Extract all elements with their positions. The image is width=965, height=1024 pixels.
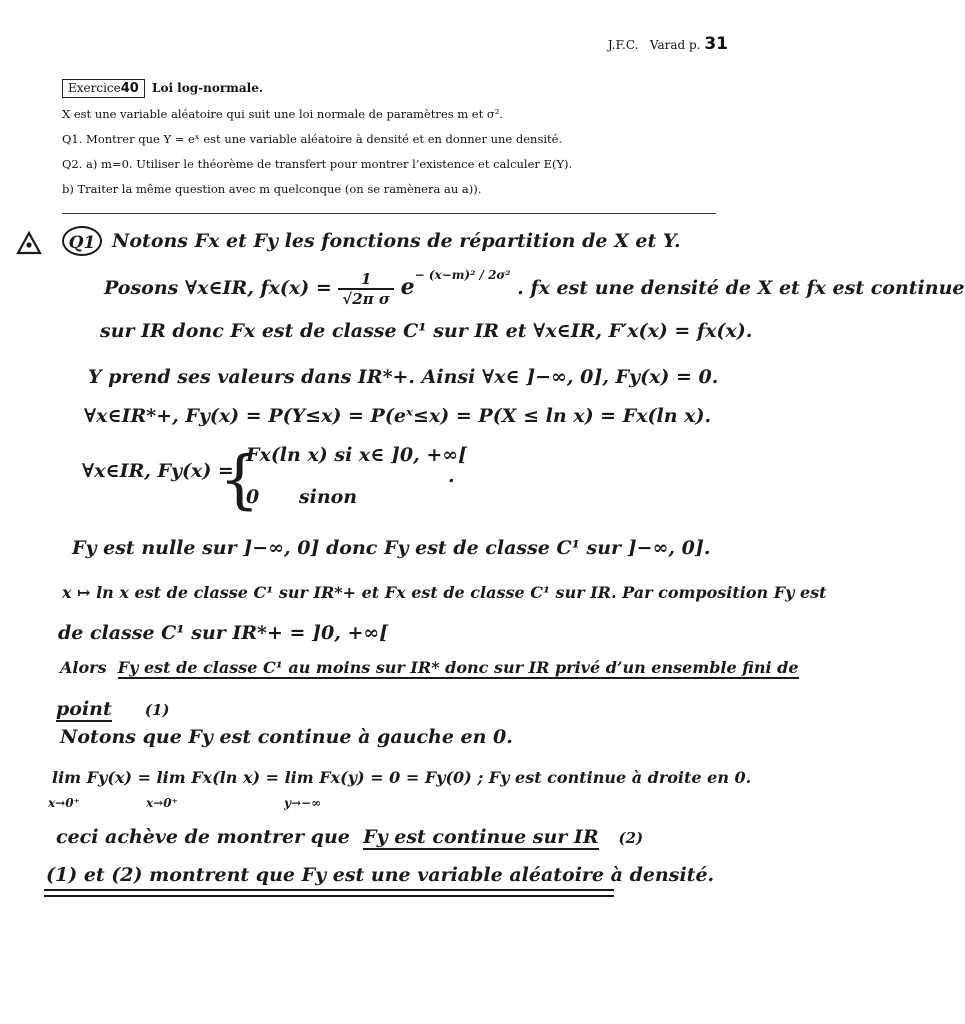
- solution-line-10: [60, 658, 799, 677]
- fraction-denominator: √2π σ: [342, 290, 390, 308]
- fraction-numerator: 1: [338, 270, 394, 290]
- solution-line-14: [56, 826, 643, 848]
- point-word: point: [56, 698, 112, 720]
- solution-line-13: lim Fy(x) = lim Fx(ln x) = lim Fx(y) = 0 = Fy(0) ; Fy est continue à droite en 0.: [52, 768, 752, 787]
- question-1: Q1. Montrer que Y = eˣ est une variable aléatoire à densité et en donner une densité.: [62, 132, 563, 146]
- tag-1: (1): [144, 701, 170, 719]
- exercise-statement: X est une variable aléatoire qui suit une loi normale de paramètres m et σ².: [62, 107, 504, 121]
- conclusion-alors: Alors: [60, 658, 107, 677]
- limit-subscript-1: x→0⁺: [48, 796, 80, 810]
- page-header: [608, 34, 728, 54]
- conclusion-lead: ceci achève de montrer que: [56, 826, 350, 848]
- limit-subscript-2: x→0⁺: [146, 796, 178, 810]
- piecewise-case-2: 0 sinon: [246, 486, 358, 508]
- piecewise-end-dot: .: [448, 465, 455, 487]
- solution-line-7: Fy est nulle sur ]−∞, 0] donc Fy est de classe C¹ sur ]−∞, 0].: [72, 537, 711, 559]
- q1-circled-tag: Q1: [62, 226, 102, 256]
- density-definition-start: Posons ∀x∈IR, fx(x) =: [104, 277, 332, 299]
- exercise-title: Loi log-normale.: [152, 81, 264, 95]
- warning-triangle-icon: [16, 231, 42, 255]
- density-definition-end: . fx est une densité de X et fx est continue: [517, 277, 965, 299]
- piecewise-definition-label: ∀x∈IR, Fy(x) =: [82, 460, 234, 482]
- final-double-underline-bottom: [44, 895, 614, 897]
- solution-line-4: Y prend ses valeurs dans IR*+. Ainsi ∀x∈ ]−∞, 0], Fy(x) = 0.: [88, 366, 719, 388]
- continuity-statement: Fy est continue sur IR: [363, 826, 599, 848]
- exponential-exponent: − (x−m)² / 2σ²: [414, 267, 511, 282]
- solution-line-11: [56, 698, 170, 720]
- question-2b: b) Traiter la même question avec m quelconque (on se ramènera au a)).: [62, 182, 482, 196]
- exponential-base: e: [400, 274, 415, 300]
- exercise-number: 40: [120, 81, 139, 96]
- piecewise-brace: {: [219, 443, 260, 517]
- header-source: Varad p.: [649, 38, 701, 52]
- header-page-number: 31: [704, 34, 728, 54]
- final-double-underline-top: [44, 889, 614, 891]
- solution-line-3: sur IR donc Fx est de classe C¹ sur IR et ∀x∈IR, F′x(x) = fx(x).: [100, 320, 753, 342]
- solution-line-8: x ↦ ln x est de classe C¹ sur IR*+ et Fx est de classe C¹ sur IR. Par composition Fy est: [62, 583, 827, 602]
- solution-line-9: de classe C¹ sur IR*+ = ]0, +∞[: [58, 622, 389, 644]
- solution-line-1: Notons Fx et Fy les fonctions de répartition de X et Y.: [112, 230, 681, 252]
- exercise-label: Exercice: [68, 81, 121, 95]
- solution-line-12: Notons que Fy est continue à gauche en 0.: [60, 726, 513, 748]
- exercise-label-box: [62, 79, 145, 98]
- solution-line-2: [104, 267, 965, 308]
- piecewise-case-1: Fx(ln x) si x∈ ]0, +∞[: [246, 444, 468, 466]
- question-2a: Q2. a) m=0. Utiliser le théorème de transfert pour montrer l’existence et calculer E(Y).: [62, 157, 573, 171]
- header-authors: J.F.C.: [607, 38, 639, 52]
- section-divider: [62, 213, 716, 214]
- class-c1-statement: Fy est de classe C¹ au moins sur IR* donc sur IR privé d’un ensemble fini de: [117, 658, 799, 677]
- final-conclusion: (1) et (2) montrent que Fy est une variable aléatoire à densité.: [46, 864, 715, 886]
- solution-line-5: ∀x∈IR*+, Fy(x) = P(Y≤x) = P(eˣ≤x) = P(X ≤ ln x) = Fx(ln x).: [84, 405, 712, 427]
- tag-2: (2): [618, 829, 644, 847]
- density-fraction: [338, 270, 394, 308]
- limit-subscript-3: y→−∞: [284, 796, 322, 810]
